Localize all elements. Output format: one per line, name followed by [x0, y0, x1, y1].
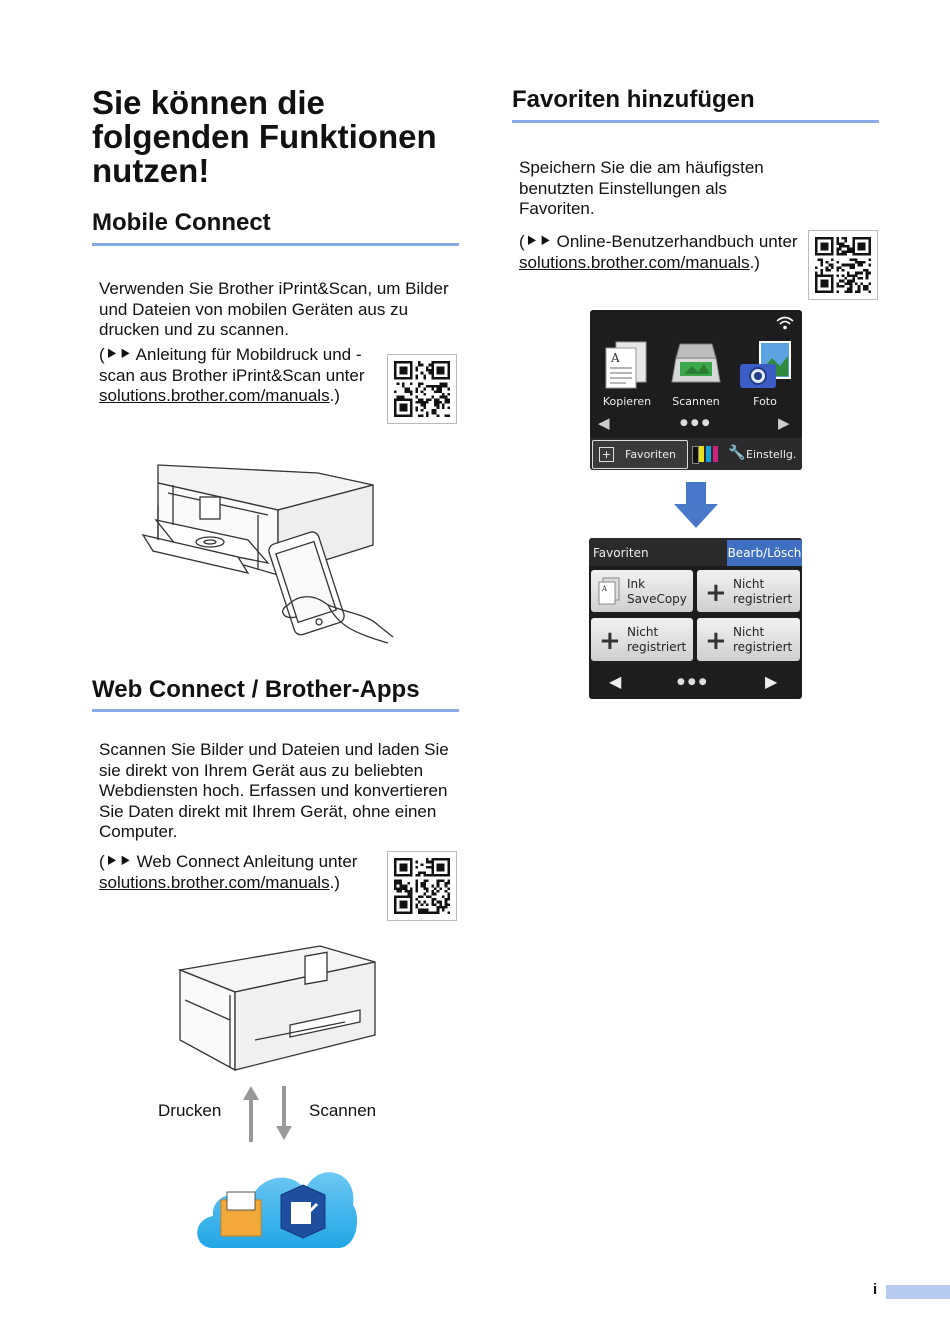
heading-rule: [512, 120, 879, 123]
copy-icon[interactable]: [602, 340, 650, 390]
manuals-link[interactable]: solutions.brother.com/manuals: [519, 252, 750, 272]
favorites-screen-title: Favoriten: [593, 546, 649, 560]
favorites-button[interactable]: + Favoriten: [592, 440, 688, 469]
plus-icon: +: [599, 626, 621, 656]
double-arrow-icon: ⯈⯈: [104, 852, 132, 871]
web-connect-text: Scannen Sie Bilder und Dateien und laden Sie sie direkt von Ihrem Gerät aus zu beliebten Webdiensten hoch. Erfassen und konvertieren Sie Daten direkt mit Ihrem Gerät, ohne einen Computer.: [99, 740, 449, 841]
home-item-label[interactable]: Scannen: [672, 395, 720, 408]
favorites-plus-icon: +: [599, 447, 614, 462]
heading-rule: [92, 243, 459, 246]
settings-button[interactable]: 🔧 Einstellg.: [728, 445, 797, 461]
scan-label: Scannen: [309, 1101, 377, 1120]
favorite-slot-empty[interactable]: + Nicht registriert: [591, 618, 693, 661]
cloud-services-illustration: [193, 1150, 358, 1250]
heading-rule: [92, 709, 459, 712]
favorites-reference: (⯈⯈ Online-Benutzerhandbuch unter solutions.brother.com/manuals.): [519, 232, 798, 272]
favorite-slot-ink-savecopy[interactable]: A Ink SaveCopy: [591, 570, 693, 612]
plus-icon: +: [705, 578, 727, 608]
arrow-left-icon[interactable]: ◀: [609, 672, 622, 691]
qr-code-web: [387, 851, 457, 921]
qr-code-mobile: [387, 354, 457, 424]
down-arrow-icon: [674, 482, 718, 528]
favorite-slot-empty[interactable]: + Nicht registriert: [697, 570, 800, 612]
favorites-heading: Favoriten hinzufügen: [512, 86, 755, 113]
double-arrow-icon: ⯈⯈: [104, 345, 132, 364]
mobile-connect-heading: Mobile Connect: [92, 209, 271, 236]
web-connect-reference: (⯈⯈ Web Connect Anleitung unter solutions.brother.com/manuals.): [99, 852, 358, 892]
double-arrow-icon: ⯈⯈: [524, 232, 552, 251]
printer-smartphone-illustration: [138, 455, 418, 645]
up-down-arrows-icon: [238, 1084, 298, 1144]
web-connect-heading: Web Connect / Brother-Apps: [92, 676, 420, 703]
favorite-slot-empty[interactable]: + Nicht registriert: [697, 618, 800, 661]
scanner-icon[interactable]: [670, 340, 722, 390]
ink-level-icon[interactable]: [690, 444, 720, 464]
manuals-link[interactable]: solutions.brother.com/manuals: [99, 386, 330, 405]
page-dots-icon: ●●●: [680, 418, 713, 428]
print-label: Drucken: [158, 1101, 222, 1120]
qr-code-icon: [394, 361, 450, 417]
favorites-text: Speichern Sie die am häufigsten benutzten Einstellungen als Favoriten.: [519, 158, 764, 218]
lcd-home-screen: [590, 310, 802, 470]
home-item-label[interactable]: Foto: [753, 395, 777, 408]
home-item-label[interactable]: Kopieren: [602, 395, 652, 408]
page-tab-marker: [886, 1285, 950, 1299]
page-title: Sie können die folgenden Funktionen nutzen!: [92, 84, 437, 189]
arrow-left-icon[interactable]: ◀: [598, 414, 610, 432]
page-number: i: [873, 1281, 878, 1298]
edit-delete-button[interactable]: Bearb/Lösch: [727, 540, 802, 566]
qr-code-icon: [815, 237, 871, 293]
wifi-icon: [776, 316, 794, 330]
arrow-right-icon[interactable]: ▶: [778, 414, 790, 432]
manuals-link[interactable]: solutions.brother.com/manuals: [99, 872, 330, 892]
qr-code-favorites: [808, 230, 878, 300]
svg-text:A: A: [611, 351, 620, 365]
camera-photo-icon[interactable]: [738, 340, 794, 390]
page-dots-icon: ●●●: [677, 677, 710, 687]
arrow-right-icon[interactable]: ▶: [765, 672, 778, 691]
mobile-connect-text: Verwenden Sie Brother iPrint&Scan, um Bilder und Dateien von mobilen Geräten aus zu drucken und zu scannen.: [99, 279, 449, 339]
wrench-icon: 🔧: [728, 445, 746, 461]
qr-code-icon: [394, 858, 450, 914]
printer-illustration: [170, 940, 380, 1075]
svg-text:A: A: [602, 585, 608, 593]
mobile-connect-reference: (⯈⯈ Anleitung für Mobildruck und -scan aus Brother iPrint&Scan unter solutions.brother.com/manuals.): [99, 345, 365, 405]
plus-icon: +: [705, 626, 727, 656]
lcd-favorites-screen: [589, 538, 802, 699]
document-copy-icon: [597, 577, 621, 605]
